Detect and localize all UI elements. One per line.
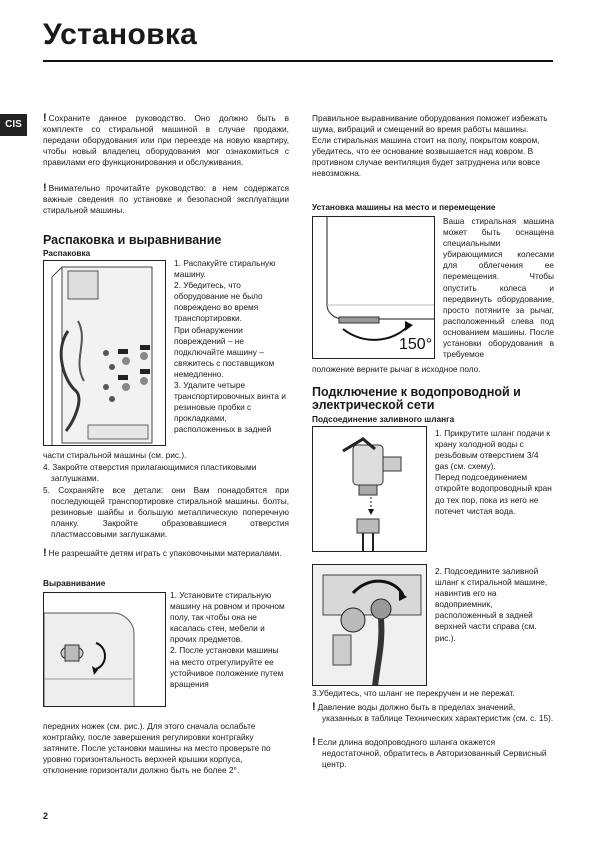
- figure-wheel-lever: [312, 216, 435, 359]
- section-title-unpacking: Распаковка и выравнивание: [43, 233, 222, 247]
- hose-connection-illustration: [313, 565, 427, 686]
- levelling-steps-continued: передних ножек (см. рис.). Для этого сначала ослабьте контргайку, после завершения регулировки контргайку затяните. После установки машины на место проверьте по уровню горизонтальность верхней крышки корпуса, отклонение горизонтали должно быть не более 2°.: [43, 721, 271, 776]
- unpacking-step-4: 4. Закройте отверстия прилагающимися пластиковыми заглушками.: [43, 462, 257, 484]
- subsection-moving: Установка машины на место и перемещение: [312, 202, 496, 212]
- figure-water-tap: [312, 426, 427, 552]
- subsection-levelling: Выравнивание: [43, 578, 106, 588]
- moving-instructions-continued: положение верните рычаг в исходное полo.: [312, 364, 481, 374]
- language-tab: CIS: [0, 114, 27, 136]
- warning-icon: !: [312, 701, 316, 713]
- moving-instructions: Ваша стиральная машина может быть оснащена специальными убирающимися колесами для облегчения ее перемещения. Чтобы опустить колеса и передвинуть оборудование, просто потяните за рычаг, расположенный слева под основанием машины. После установки оборудования в требуемое: [443, 216, 554, 360]
- rear-panel-illustration: [44, 261, 166, 446]
- warning-icon: !: [43, 182, 47, 194]
- page-title: Установка: [43, 18, 198, 51]
- inlet-hose-step-1: 1. Прикрутите шланг подачи к крану холодной воды с резьбовым отверстием 3/4 gas (см. схему). Перед подсоединением откройте водопроводный кран до тех пор, пока из него не потечет чистая вода.: [435, 428, 552, 516]
- warning-read-manual: ! Внимательно прочитайте руководство: в нем содержатся важные сведения по установке и безопасной эксплуатации стиральной машины.: [43, 182, 289, 216]
- angle-label: 150°: [399, 336, 433, 353]
- warning-icon: !: [43, 547, 47, 559]
- levelling-benefits: Правильное выравнивание оборудования поможет избежать шума, вибраций и смещений во время работы машины. Если стиральная машина стоит на полу, покрытом ковром, убедитесь, что ее основание возвышается над ковром. В противном случае вентиляция будет затруднена или вовсе невозможна.: [312, 113, 548, 179]
- inlet-hose-step-2: 2. Подсоедините заливной шланг к стиральной машине, навинтив его на водоприемник, расположенный в задней верхней части справа (см. рис.).: [435, 566, 548, 643]
- title-divider: [43, 60, 553, 62]
- warning-children: ! Не разрешайте детям играть с упаковочными материалами.: [43, 547, 282, 559]
- figure-hose-connection: [312, 564, 427, 686]
- section-title-connections: Подключение к водопроводной и электрической сети: [312, 385, 521, 412]
- foot-illustration: [44, 593, 166, 707]
- figure-rear-screws: [43, 260, 166, 446]
- warning-keep-manual: ! Сохраните данное руководство. Оно должно быть в комплекте со стиральной машиной в случае продажи, передачи оборудования или при переезде на новую квартиру, чтобы новый владелец оборудования мог ознакомиться с правилами его функционирования и обслуживания.: [43, 112, 289, 168]
- subsection-unpacking: Распаковка: [43, 248, 91, 258]
- levelling-steps: 1. Установите стиральную машину на ровном и прочном полу, так чтобы она не касалась стен, мебели и прочих предметов. 2. После установки машины на место отрегулируйте ее устойчивое положение путем вращения: [170, 590, 285, 689]
- unpacking-step-5: 5. Сохраняйте все детали: они Вам понадобятся при последующей транспортировке стиральной машины. болты, резиновые шайбы и большую металлическую поперечную планку. Закройте образовавшиеся отверстия пластмассовыми заглушками.: [43, 485, 289, 540]
- warning-icon: !: [312, 736, 316, 748]
- unpacking-steps: 1. Распакуйте стиральную машину. 2. Убедитесь, что оборудование не было повреждено во время транспортировки. При обнаружении повреждений – не подключайте машину – свяжитесь с поставщиком немедленно. 3. Удалите четыре транспортировочных винта и резиновые пробки с прокладками, расположенных в задней: [174, 258, 286, 435]
- subsection-inlet-hose: Подсоединение заливного шланга: [312, 414, 455, 424]
- tap-illustration: [313, 427, 427, 552]
- warning-water-pressure: ! Давление воды должно быть в пределах значений, указанных в таблице Технических характеристик (см. с. 15).: [312, 701, 554, 724]
- figure-levelling-foot: [43, 592, 166, 707]
- inlet-hose-step-3: 3.Убедитесь, что шланг не перекручен и не пережат.: [312, 688, 515, 698]
- warning-hose-length: ! Если длина водопроводного шланга окажется недостаточной, обратитесь в Авторизованный Сервисный центр.: [312, 736, 547, 770]
- lever-illustration: [313, 217, 435, 359]
- warning-icon: !: [43, 112, 47, 124]
- page-number: 2: [43, 811, 49, 821]
- unpacking-steps-continued: части стиральной машины (см. рис.).: [43, 450, 187, 460]
